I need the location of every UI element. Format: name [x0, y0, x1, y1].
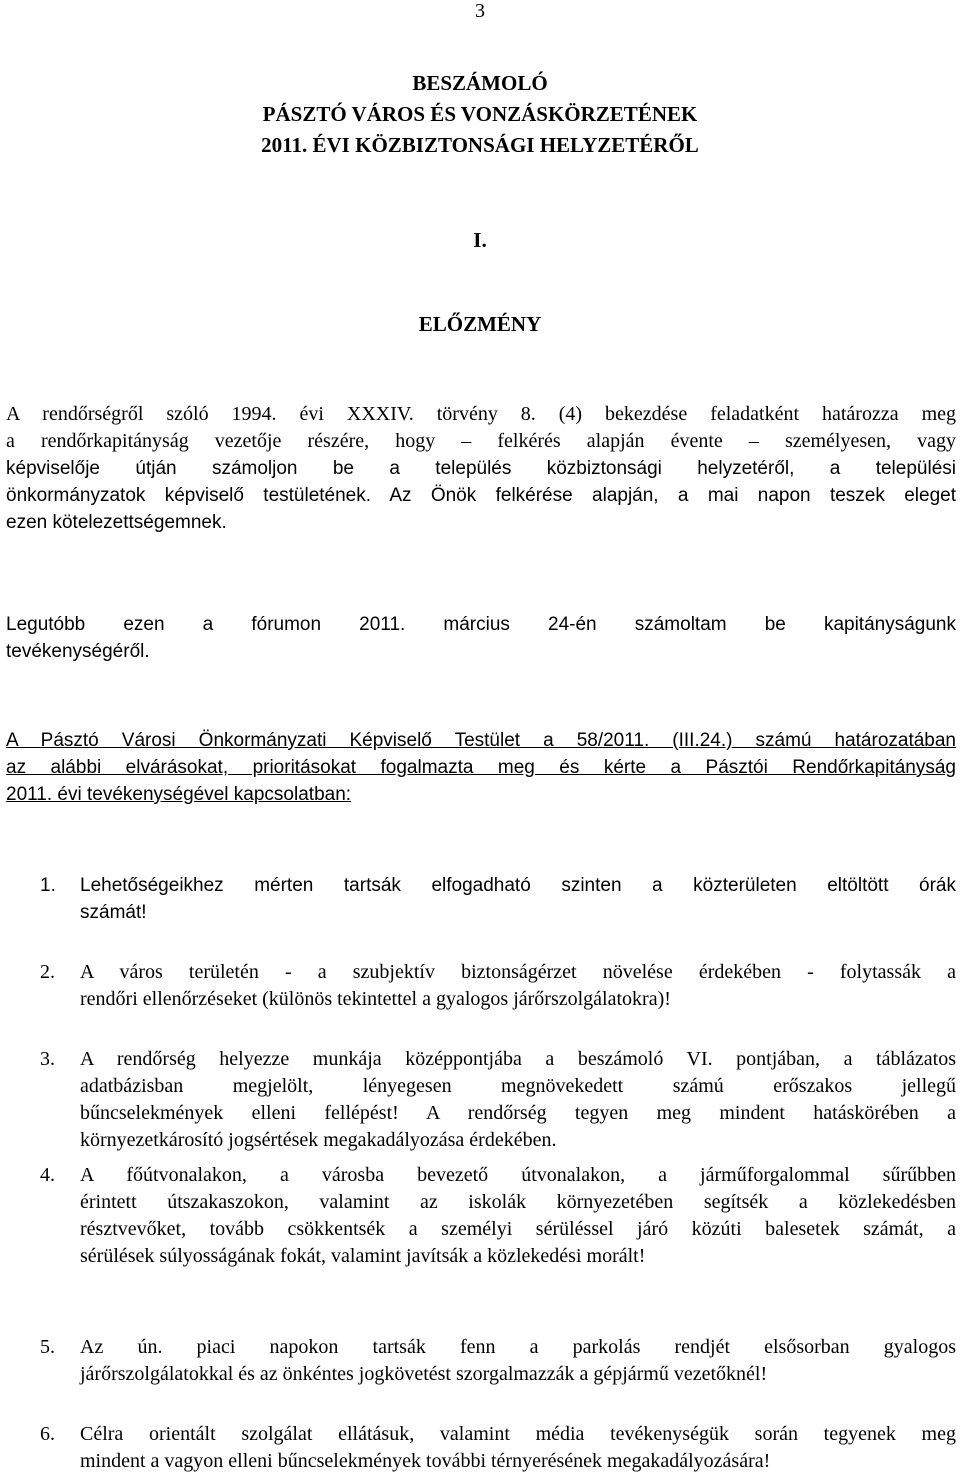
paragraph-line: képviselője útján számoljon be a település közbiztonsági helyzetéről, a települési — [6, 458, 956, 479]
item-line: bűncselekmények elleni fellépést! A rendőrség tegyen meg mindent hatáskörében a — [80, 1102, 956, 1124]
paragraph-line: tevékenységéről. — [6, 641, 150, 662]
title-line-2: PÁSZTÓ VÁROS ÉS VONZÁSKÖRZETÉNEK — [262, 102, 698, 126]
section-title: ELŐZMÉNY — [418, 312, 542, 336]
item-line: Az ún. piaci napokon tartsák fenn a parkolás rendjét elsősorban gyalogos — [80, 1336, 956, 1358]
list-item-text — [80, 1162, 956, 1270]
item-line: számát! — [80, 902, 147, 923]
list-item-text — [80, 872, 956, 926]
section-number: I. — [473, 228, 487, 252]
item-line: sérülések súlyosságának fokát, valamint javítsák a közlekedési morált! — [80, 1245, 646, 1267]
item-line: Célra orientált szolgálat ellátásuk, valamint média tevékenységük során tegyenek meg — [80, 1423, 956, 1445]
list-item-number: 3. — [40, 1048, 55, 1070]
document-title — [0, 68, 960, 161]
item-line: Lehetőségeikhez mérten tartsák elfogadható szinten a közterületen eltöltött órák — [80, 875, 956, 896]
paragraph-line: ezen kötelezettségemnek. — [6, 512, 227, 533]
list-item-text — [80, 1046, 956, 1154]
item-line: adatbázisban megjelölt, lényegesen megnövekedett számú erőszakos jellegű — [80, 1075, 956, 1097]
list-item-number: 1. — [40, 875, 56, 896]
paragraph-line: A Pásztó Városi Önkormányzati Képviselő Testület a 58/2011. (III.24.) számú határozatában — [6, 730, 956, 751]
list-item-number: 5. — [40, 1336, 55, 1358]
item-line: A város területén - a szubjektív biztonságérzet növelése érdekében - folytassák a — [80, 961, 956, 983]
item-line: mindent a vagyon elleni bűncselekmények további térnyerésének megakadályozására! — [80, 1450, 771, 1472]
item-line: résztvevőket, tovább csökkentsék a személyi sérüléssel járó közúti balesetek számát, a — [80, 1218, 956, 1240]
resolution-paragraph — [6, 727, 956, 808]
page-number: 3 — [475, 0, 485, 22]
intro-paragraph — [6, 401, 956, 536]
item-line: járőrszolgálatokkal és az önkéntes jogkövetést szorgalmazzák a gépjármű vezetőknél! — [80, 1363, 768, 1385]
item-line: érintett útszakaszokon, valamint az iskolák környezetében segítsék a közlekedésben — [80, 1191, 956, 1213]
item-line: környezetkárosító jogsértések megakadályozása érdekében. — [80, 1129, 557, 1151]
item-line: rendőri ellenőrzéseket (különös tekintettel a gyalogos járőrszolgálatokra)! — [80, 988, 671, 1010]
list-item-text — [80, 1334, 956, 1388]
previous-report-paragraph — [6, 611, 956, 665]
title-line-3: 2011. ÉVI KÖZBIZTONSÁGI HELYZETÉRŐL — [261, 133, 699, 157]
paragraph-line: 2011. évi tevékenységével kapcsolatban: — [6, 784, 352, 805]
paragraph-line: A rendőrségről szóló 1994. évi XXXIV. törvény 8. (4) bekezdése feladatként határozza meg — [6, 403, 956, 425]
item-line: A rendőrség helyezze munkája középpontjába a beszámoló VI. pontjában, a táblázatos — [80, 1048, 956, 1070]
paragraph-line: önkormányzatok képviselő testületének. Az Önök felkérése alapján, a mai napon teszek eleget — [6, 485, 956, 506]
paragraph-line: a rendőrkapitányság vezetője részére, hogy – felkérés alapján évente – személyesen, vagy — [6, 430, 956, 452]
item-line: A főútvonalakon, a városba bevezető útvonalakon, a járműforgalommal sűrűbben — [80, 1164, 956, 1186]
list-item-text — [80, 1421, 956, 1475]
list-item-number: 4. — [40, 1164, 55, 1186]
list-item-number: 6. — [40, 1423, 55, 1445]
list-item-text — [80, 959, 956, 1013]
title-line-1: BESZÁMOLÓ — [412, 71, 548, 95]
list-item-number: 2. — [40, 961, 55, 983]
paragraph-line: Legutóbb ezen a fórumon 2011. március 24-én számoltam be kapitányságunk — [6, 614, 956, 635]
paragraph-line: az alábbi elvárásokat, prioritásokat fogalmazta meg és kérte a Pásztói Rendőrkapitányság — [6, 757, 956, 778]
